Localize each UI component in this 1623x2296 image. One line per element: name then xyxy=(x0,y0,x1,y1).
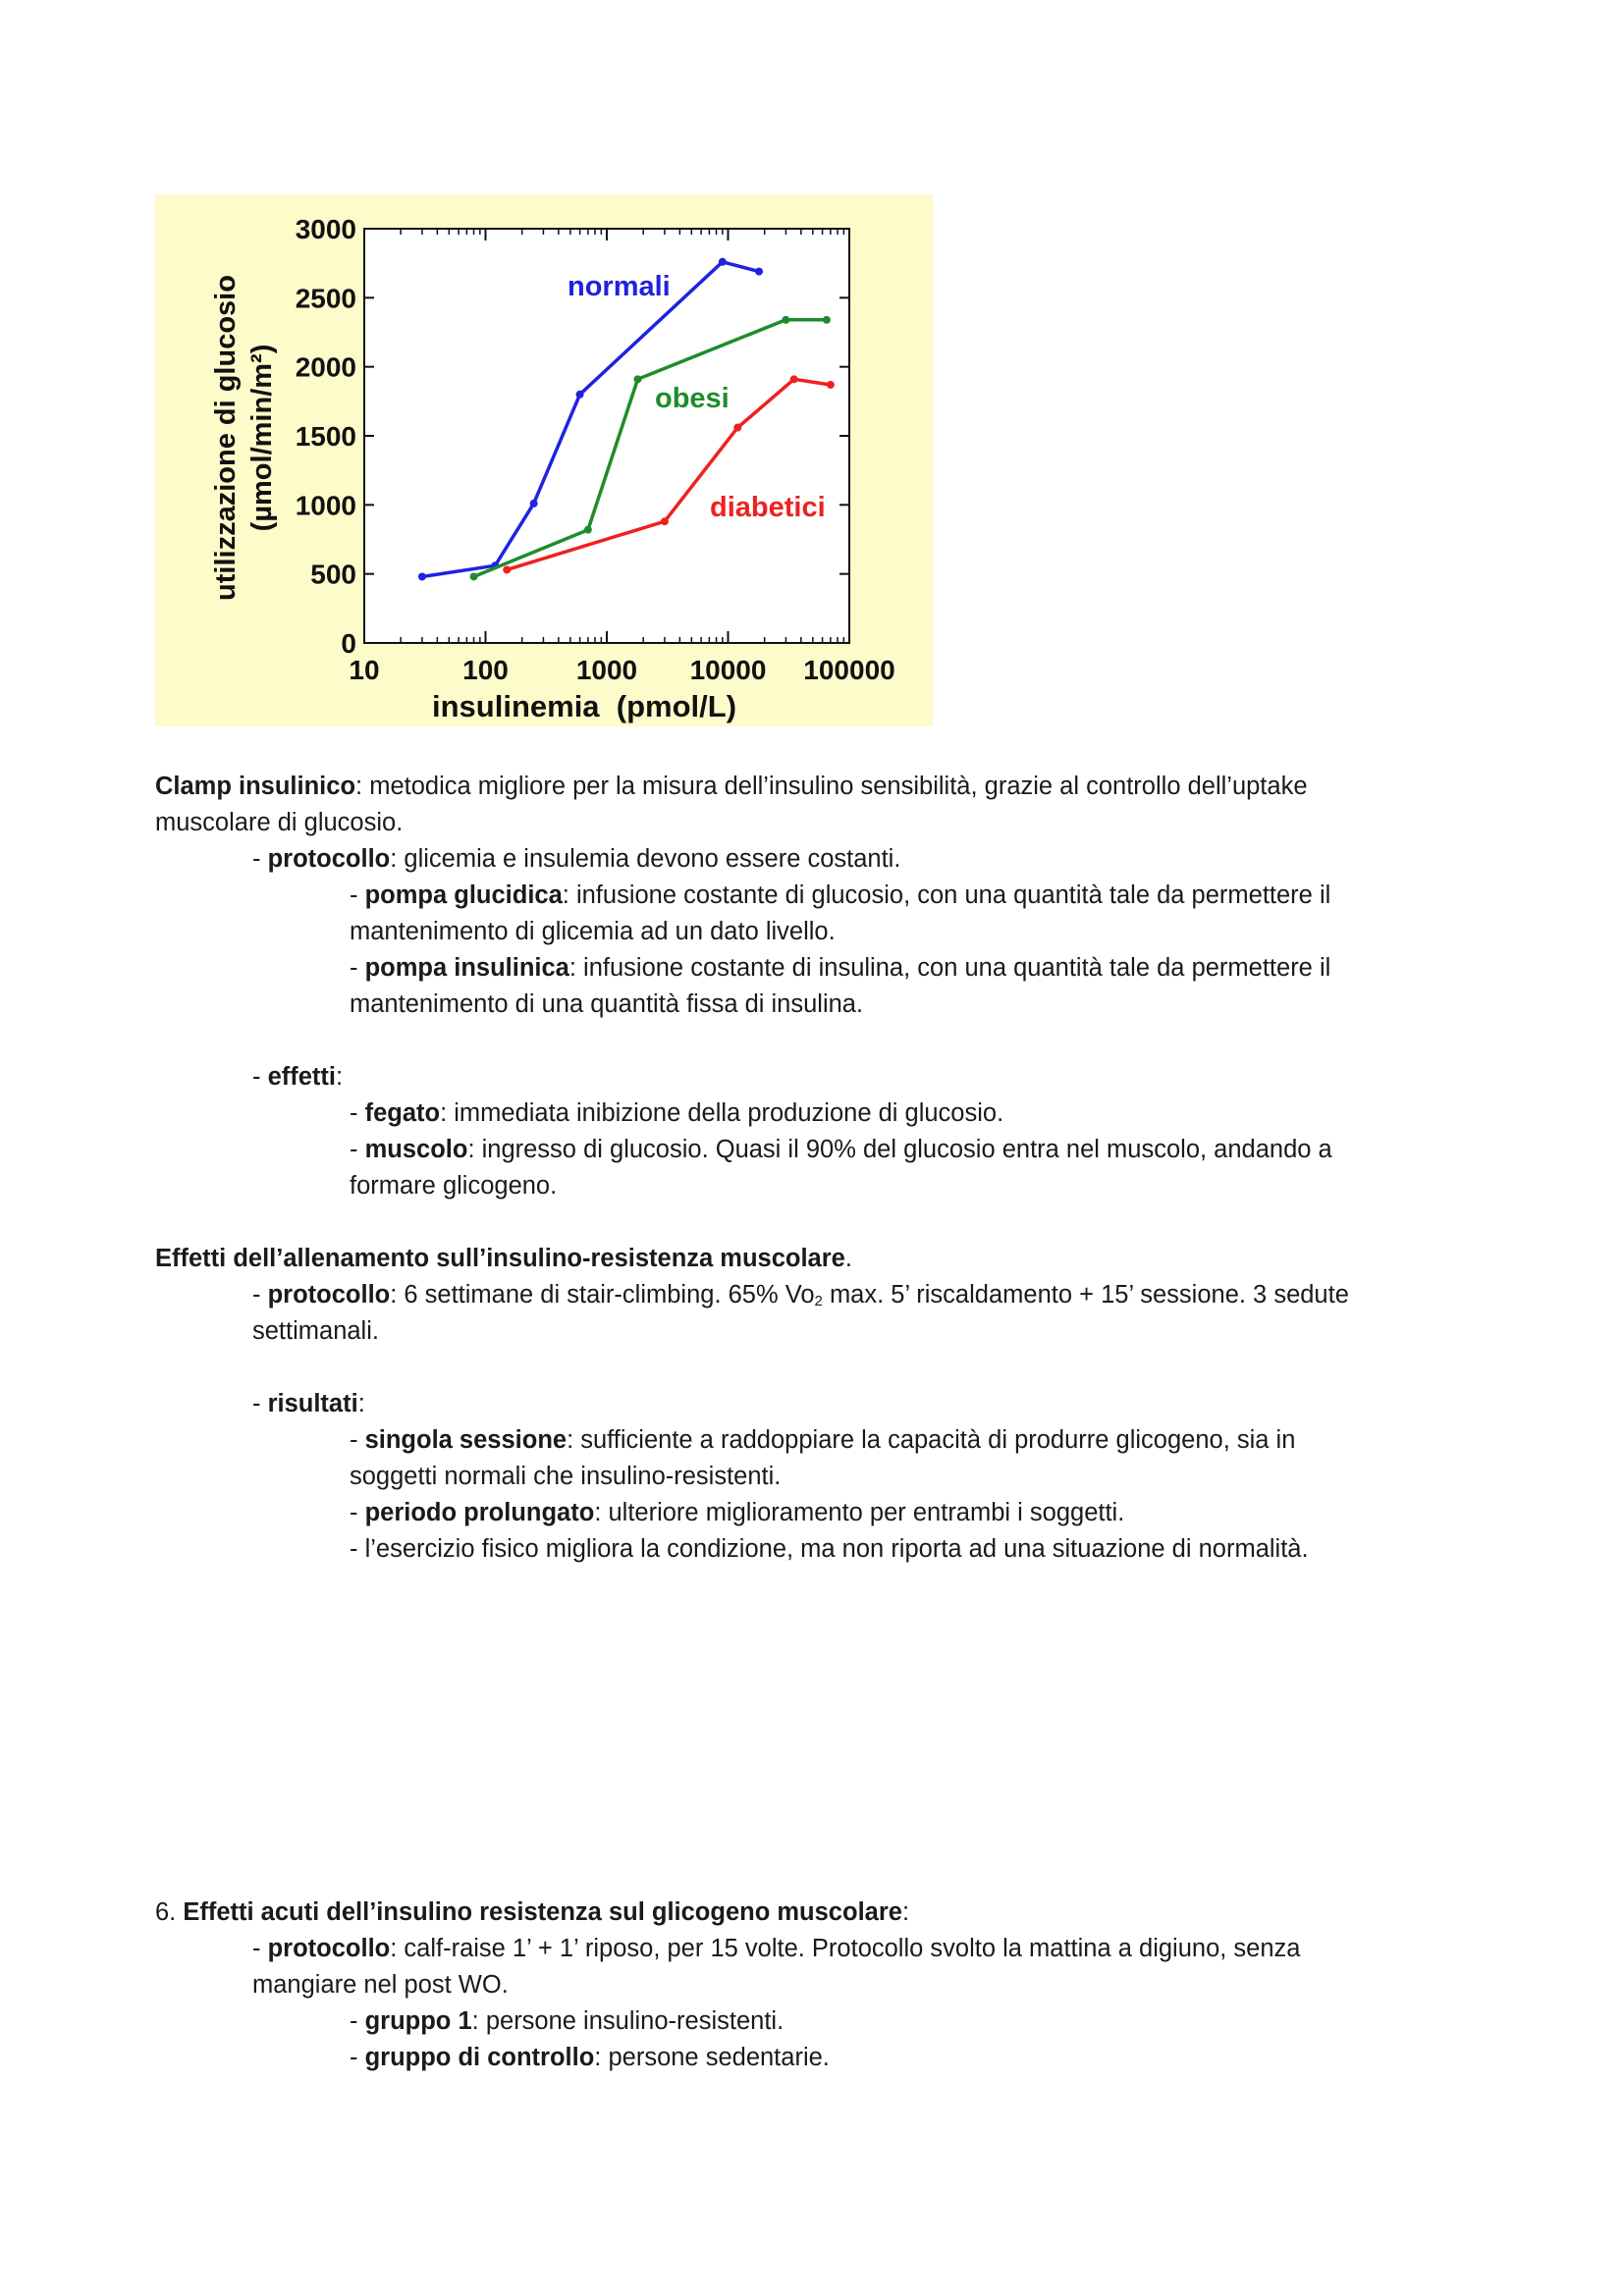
gruppo1-label: gruppo 1 xyxy=(364,2007,472,2035)
section2-title: Effetti dell’allenamento sull’insulino-resistenza muscolare xyxy=(155,1245,845,1272)
data-point-normali xyxy=(719,258,727,266)
x-tick-label: 100000 xyxy=(803,655,895,685)
section3-heading: 6. Effetti acuti dell’insulino resistenza sul glicogeno muscolare: xyxy=(155,1898,910,1926)
data-point-obesi xyxy=(823,316,831,324)
section2-protocollo: - protocollo: 6 settimane di stair-climbing. 65% $Vo_2$ max. 5’ riscaldamento + 15’ sessione. 3 sedute xyxy=(252,1281,1349,1309)
muscolo-item: - muscolo: ingresso di glucosio. Quasi il 90% del glucosio entra nel muscolo, andando a xyxy=(350,1136,1332,1163)
muscolo-text: : ingresso di glucosio. Quasi il 90% del glucosio entra nel muscolo, andando a xyxy=(467,1136,1332,1163)
singola-sessione-cont: soggetti normali che insulino-resistenti. xyxy=(350,1463,782,1490)
section1-protocollo-label: protocollo xyxy=(267,845,391,873)
fegato-text: : immediata inibizione della produzione di glucosio. xyxy=(440,1099,1004,1127)
y-axis-label-line1: utilizzazione di glucosio xyxy=(210,275,242,601)
esercizio-item: - l’esercizio fisico migliora la condizione, ma non riporta ad una situazione di normalità. xyxy=(350,1535,1309,1563)
gruppo1-text: : persone insulino-resistenti. xyxy=(471,2007,784,2035)
section1-title: Clamp insulinico xyxy=(155,773,356,800)
pompa-glucidica-text: : infusione costante di glucosio, con una quantità tale da permettere il xyxy=(562,881,1331,909)
pompa-insulinica-label: pompa insulinica xyxy=(364,954,569,982)
gruppo-controllo-text: : persone sedentarie. xyxy=(594,2044,830,2071)
section3-protocollo: - protocollo: calf-raise 1’ + 1’ riposo, per 15 volte. Protocollo svolto la mattina a digiuno, senza xyxy=(252,1935,1301,1962)
section3-protocollo-text: : calf-raise 1’ + 1’ riposo, per 15 volte. Protocollo svolto la mattina a digiuno, senza xyxy=(390,1935,1301,1962)
data-point-obesi xyxy=(584,526,592,534)
y-tick-label: 0 xyxy=(341,628,356,659)
singola-sessione-text: : sufficiente a raddoppiare la capacità di produrre glicogeno, sia in xyxy=(567,1426,1296,1454)
periodo-prolungato-item: - periodo prolungato: ulteriore miglioramento per entrambi i soggetti. xyxy=(350,1499,1125,1526)
data-point-normali xyxy=(418,572,426,580)
section2-risultati: - risultati: xyxy=(252,1390,365,1417)
singola-sessione-label: singola sessione xyxy=(364,1426,568,1454)
section3-title: Effetti acuti dell’insulino resistenza sul glicogeno muscolare xyxy=(183,1898,902,1926)
section1-protocollo: - protocollo: glicemia e insulemia devono essere costanti. xyxy=(252,845,901,873)
pompa-glucidica-label: pompa glucidica xyxy=(364,881,563,909)
data-point-diabetici xyxy=(790,375,798,383)
pompa-insulinica-text: : infusione costante di insulina, con una quantità tale da permettere il xyxy=(568,954,1331,982)
data-point-normali xyxy=(576,391,584,399)
data-point-normali xyxy=(530,500,538,507)
chart-figure xyxy=(155,194,933,726)
data-point-diabetici xyxy=(503,565,511,573)
section2-risultati-label: risultati xyxy=(267,1390,358,1417)
x-tick-label: 100 xyxy=(462,655,509,685)
section1-line1 xyxy=(155,769,1308,805)
muscolo-label: muscolo xyxy=(364,1136,468,1163)
y-tick-label: 2000 xyxy=(295,351,356,383)
gruppo-controllo-label: gruppo di controllo xyxy=(364,2044,595,2071)
x-axis-label: insulinemia (pmol/L) xyxy=(432,689,737,723)
y-tick-label: 2500 xyxy=(295,283,356,314)
fegato-item: - fegato: immediata inibizione della produzione di glucosio. xyxy=(350,1099,1004,1127)
data-point-normali xyxy=(755,268,763,276)
data-point-diabetici xyxy=(827,381,835,389)
pompa-insulinica-item: - pompa insulinica: infusione costante di insulina, con una quantità tale da permettere il xyxy=(350,954,1331,982)
section2-protocollo-text2: max. 5’ riscaldamento + 15’ sessione. 3 sedute xyxy=(822,1281,1349,1308)
section1-effetti-label: effetti xyxy=(267,1063,336,1091)
pompa-insulinica-cont: mantenimento di una quantità fissa di insulina. xyxy=(350,990,864,1018)
data-point-obesi xyxy=(470,572,478,580)
data-point-obesi xyxy=(634,375,642,383)
section3-protocollo-label: protocollo xyxy=(267,1935,391,1962)
muscolo-cont: formare glicogeno. xyxy=(350,1172,558,1200)
section1-intro: : metodica migliore per la misura dell’insulino sensibilità, grazie al controllo dell’uptake xyxy=(355,773,1308,800)
section1-line2: muscolare di glucosio. xyxy=(155,809,404,836)
section3-protocollo-cont: mangiare nel post WO. xyxy=(252,1971,509,1999)
data-point-obesi xyxy=(782,316,789,324)
section2-protocollo-label: protocollo xyxy=(267,1281,391,1308)
y-tick-label: 1000 xyxy=(295,490,356,521)
singola-sessione-item: - singola sessione: sufficiente a raddoppiare la capacità di produrre glicogeno, sia in xyxy=(350,1426,1296,1454)
pompa-glucidica-cont: mantenimento di glicemia ad un dato livello. xyxy=(350,918,836,945)
y-axis-label-line2: (µmol/min/m²) xyxy=(246,344,278,532)
chart-svg xyxy=(155,194,933,726)
section3-number: 6. xyxy=(155,1898,184,1926)
series-label-normali: normali xyxy=(568,271,671,302)
y-tick-label: 1500 xyxy=(295,421,356,452)
vo2-subscript: 2 xyxy=(814,1293,823,1309)
section2-heading: Effetti dell’allenamento sull’insulino-resistenza muscolare. xyxy=(155,1245,852,1272)
gruppo-controllo-item: - gruppo di controllo: persone sedentarie. xyxy=(350,2044,830,2071)
pompa-glucidica-item: - pompa glucidica: infusione costante di glucosio, con una quantità tale da permettere il xyxy=(350,881,1331,909)
section1-protocollo-text: : glicemia e insulemia devono essere costanti. xyxy=(390,845,901,873)
periodo-prolungato-text: : ulteriore miglioramento per entrambi i soggetti. xyxy=(594,1499,1125,1526)
section2-protocollo-cont: settimanali. xyxy=(252,1317,379,1345)
section2-protocollo-text: : 6 settimane di stair-climbing. 65% Vo xyxy=(390,1281,815,1308)
x-tick-label: 1000 xyxy=(575,655,638,685)
periodo-prolungato-label: periodo prolungato xyxy=(364,1499,595,1526)
x-tick-label: 10000 xyxy=(689,655,767,685)
data-point-diabetici xyxy=(661,517,669,525)
fegato-label: fegato xyxy=(364,1099,441,1127)
y-tick-label: 500 xyxy=(310,559,356,590)
series-label-diabetici: diabetici xyxy=(710,492,826,523)
y-tick-label: 3000 xyxy=(295,214,356,244)
series-label-obesi: obesi xyxy=(655,383,730,414)
data-point-diabetici xyxy=(733,424,741,432)
x-tick-label: 10 xyxy=(349,655,380,685)
gruppo1-item: - gruppo 1: persone insulino-resistenti. xyxy=(350,2007,784,2035)
section1-effetti: - effetti: xyxy=(252,1063,344,1091)
